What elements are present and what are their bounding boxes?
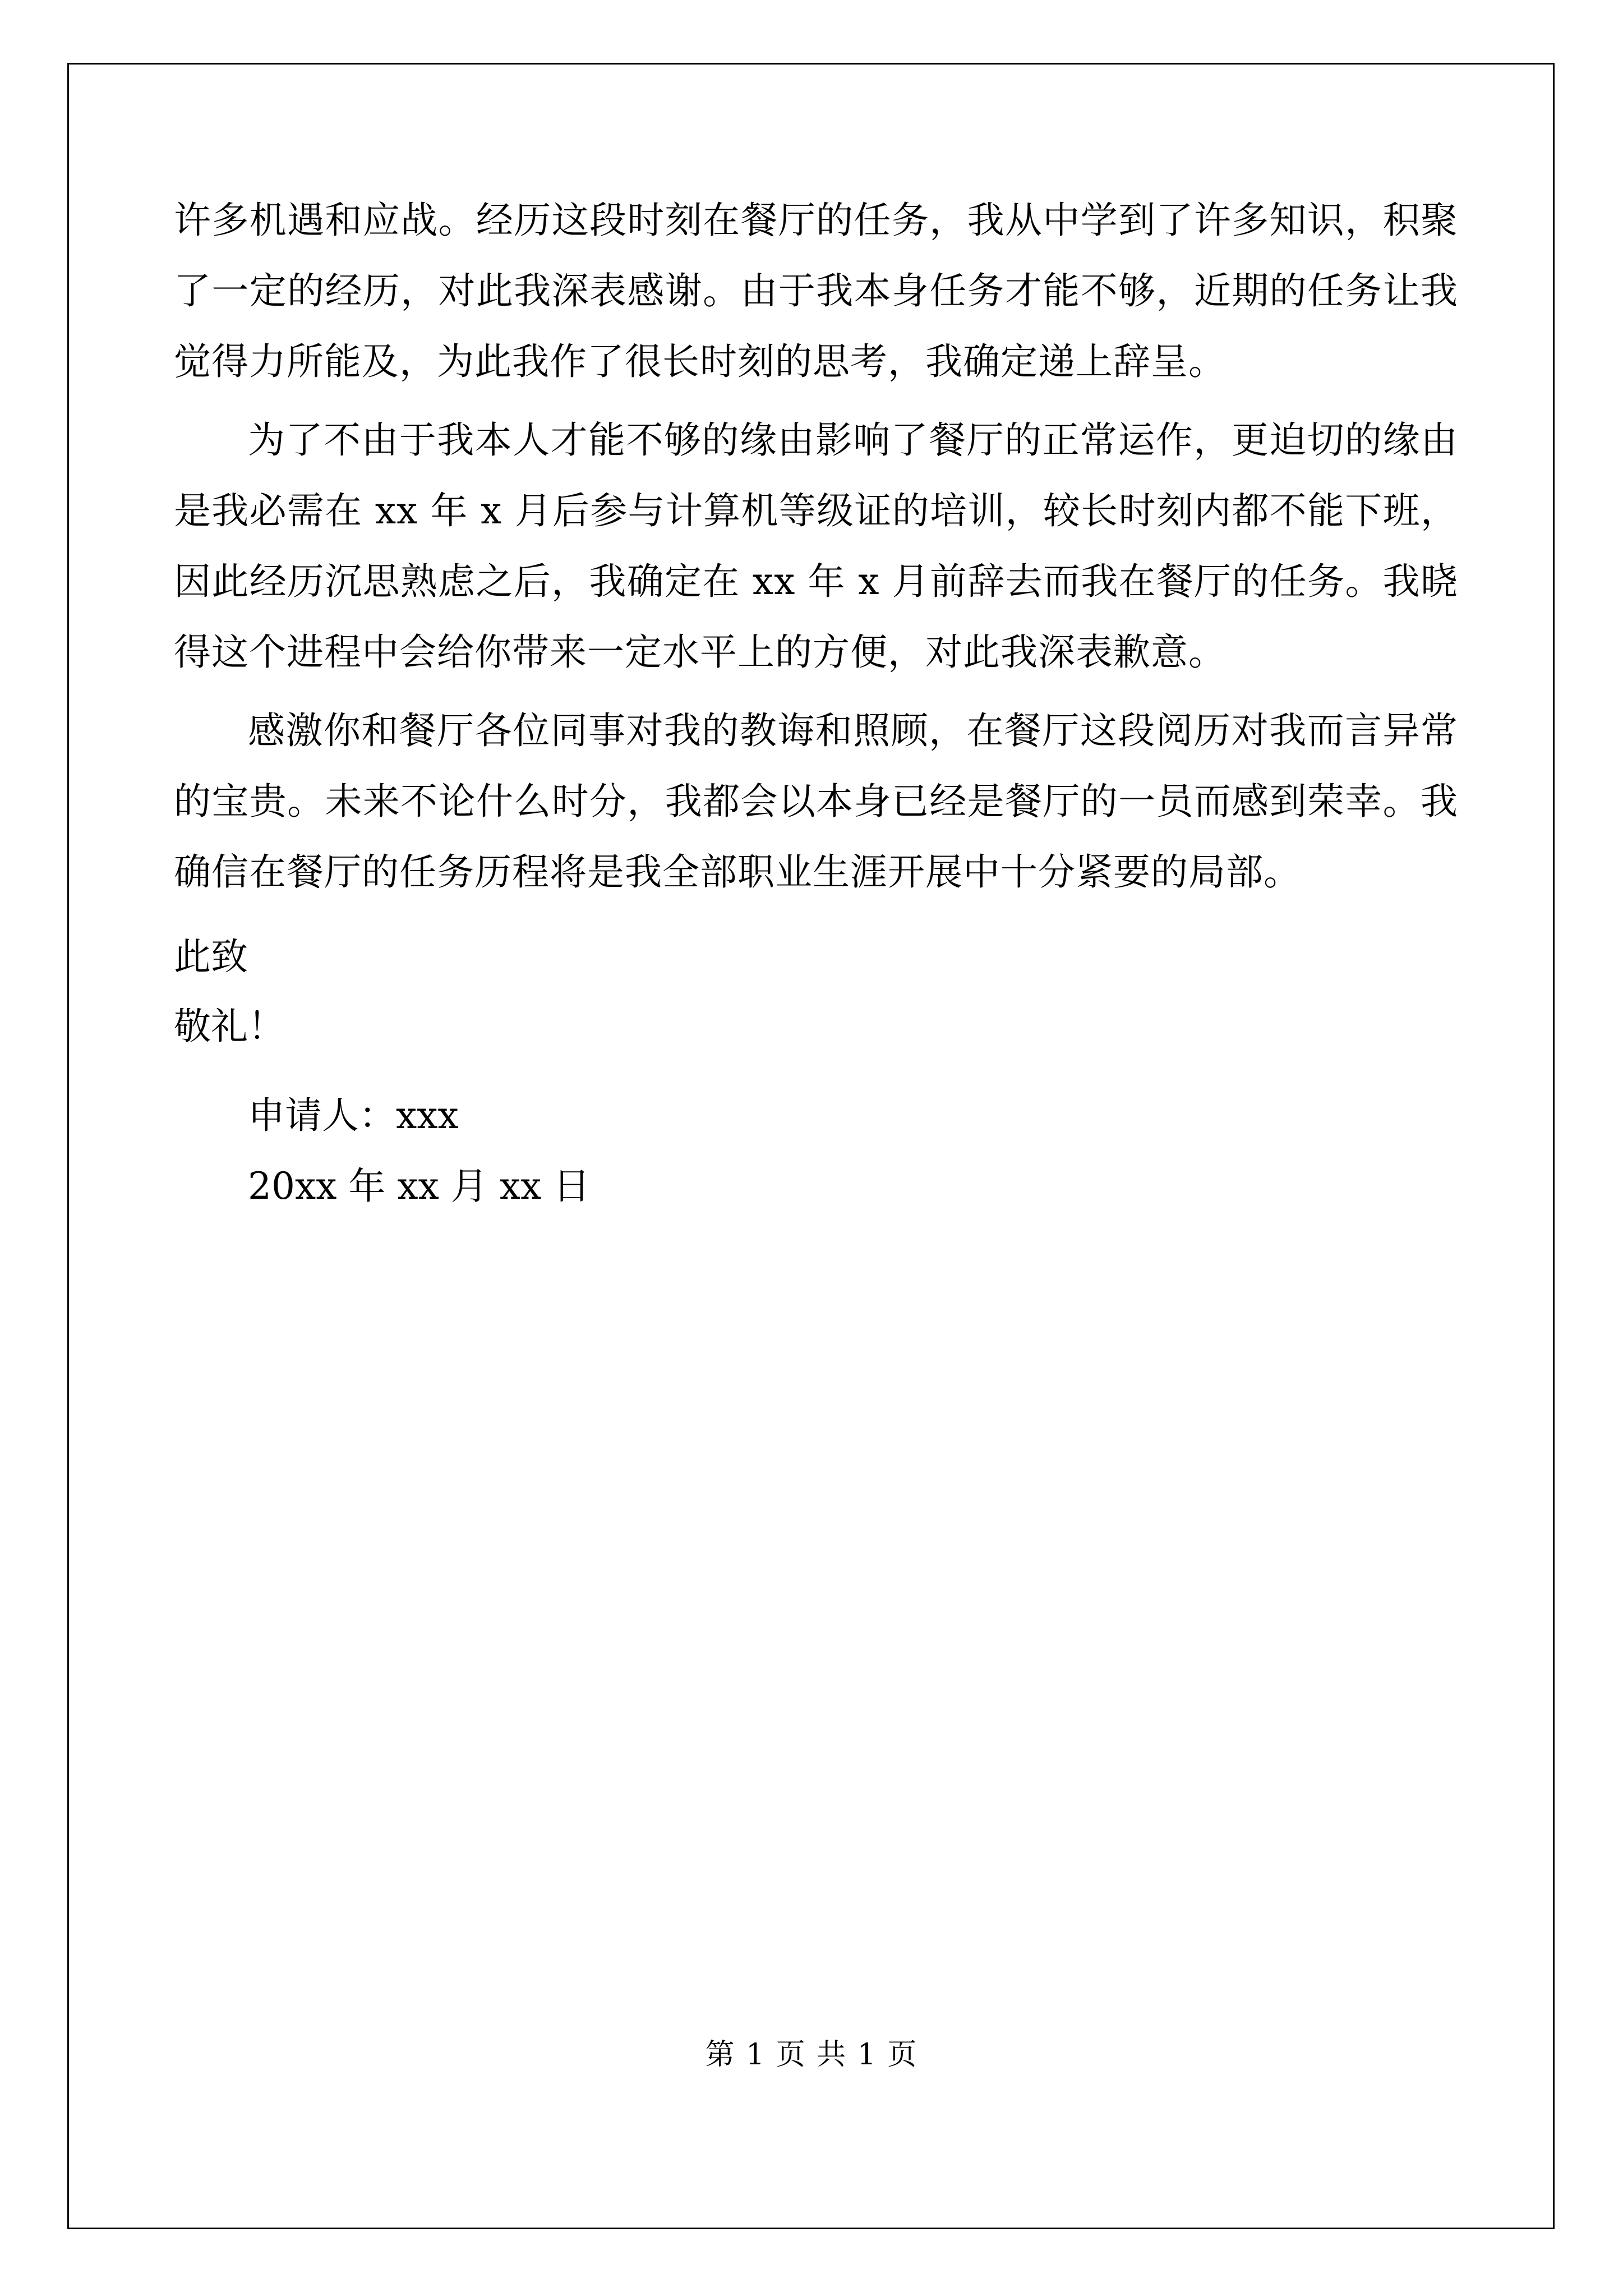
signature-applicant: 申请人：xxx xyxy=(248,1094,459,1137)
closing-line: 敬礼！ xyxy=(174,1005,285,1048)
document-content xyxy=(174,185,1458,1222)
body-paragraph: 感激你和餐厅各位同事对我的教诲和照顾，在餐厅这段阅历对我而言异常的宝贵。未来不论什么时分，我都会以本身已经是餐厅的一员而感到荣幸。我确信在餐厅的任务历程将是我全部职业生涯开展中十分紧要的局部。 xyxy=(174,709,1458,894)
body-paragraph: 为了不由于我本人才能不够的缘由影响了餐厅的正常运作，更迫切的缘由是我必需在 xx 年 x 月后参与计算机等级证的培训，较长时刻内都不能下班，因此经历沉思熟虑之后，我确定在 xx 年 x 月前辞去而我在餐厅的任务。我晓得这个进程中会给你带来一定水平上的方便，对此我深表歉意。 xyxy=(174,418,1458,674)
closing-line: 此致 xyxy=(174,935,248,978)
signature-date: 20xx 年 xx 月 xx 日 xyxy=(248,1165,591,1208)
body-paragraph: 许多机遇和应战。经历这段时刻在餐厅的任务，我从中学到了许多知识，积聚了一定的经历，对此我深表感谢。由于我本身任务才能不够，近期的任务让我觉得力所能及，为此我作了很长时刻的思考，我确定递上辞呈。 xyxy=(174,199,1458,383)
page-footer: 第 1 页 共 1 页 xyxy=(705,2038,918,2072)
